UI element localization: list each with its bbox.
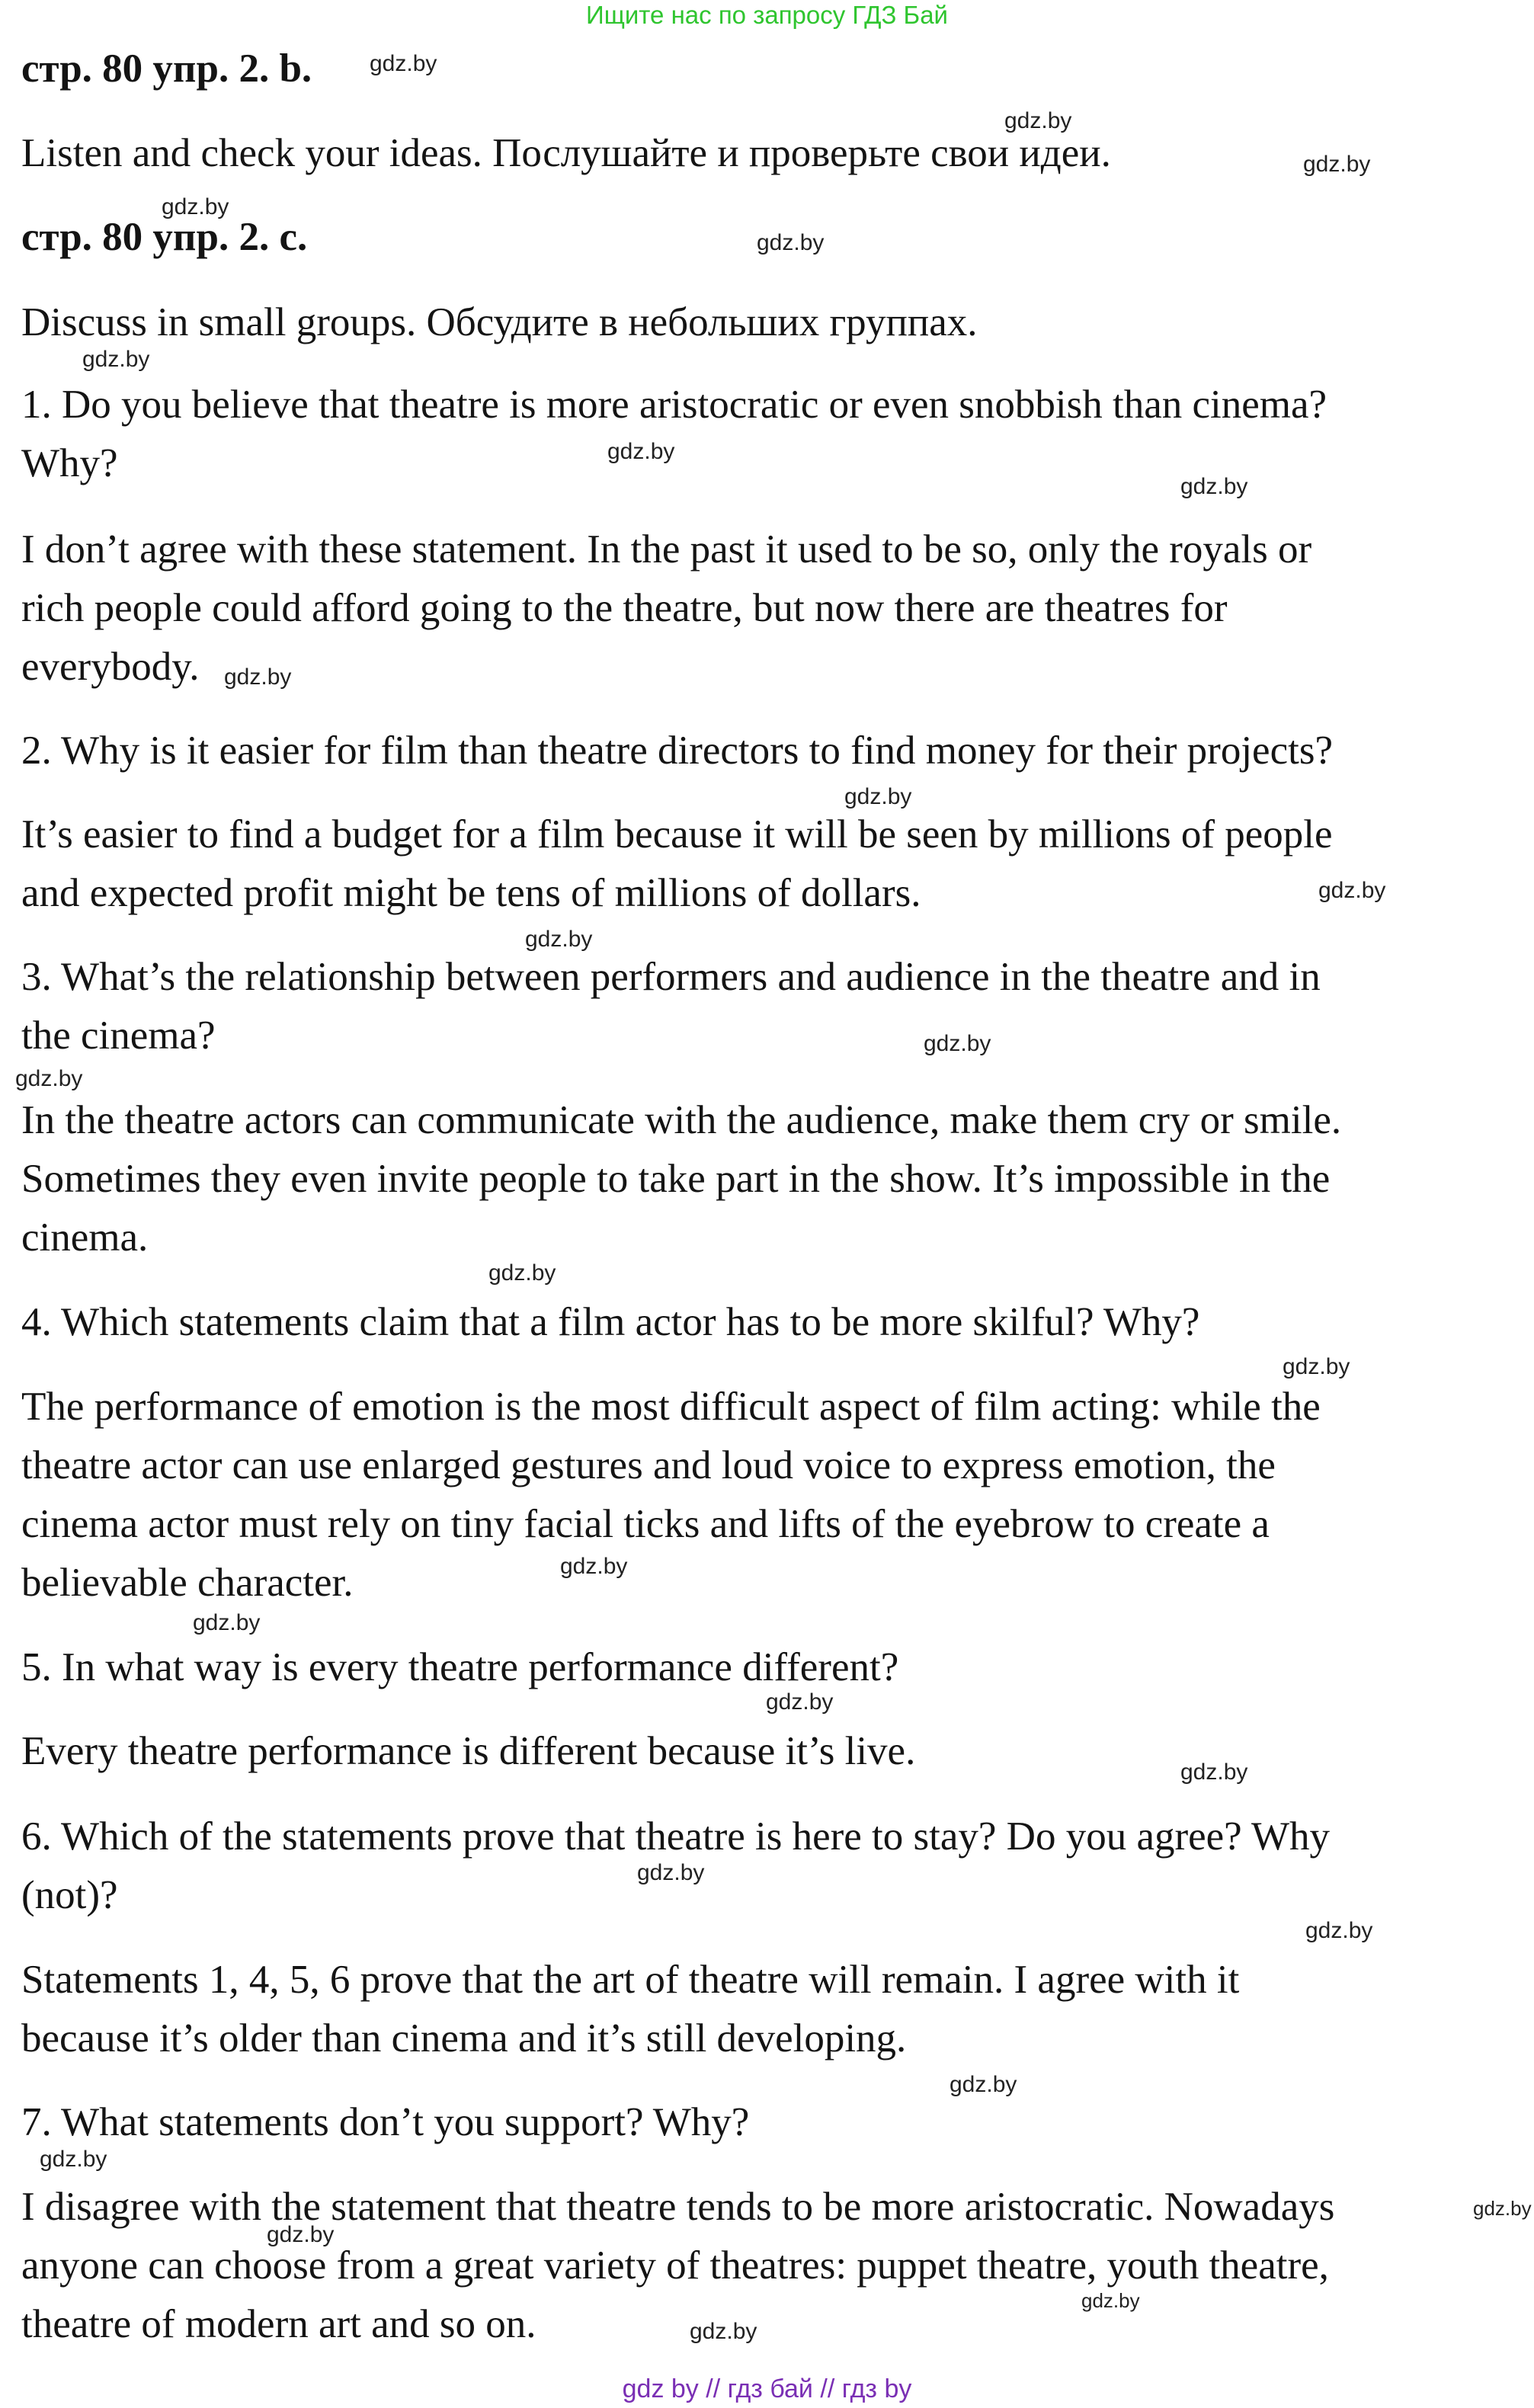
- watermark: gdz.by: [607, 439, 675, 464]
- watermark: gdz.by: [1004, 108, 1072, 133]
- watermark: gdz.by: [560, 1554, 628, 1579]
- watermark: gdz.by: [950, 2072, 1017, 2097]
- watermark: gdz.by: [844, 784, 912, 809]
- question-3-line-1: 3. What’s the relationship between performers and audience in the theatre and in: [21, 955, 1321, 999]
- question-3-line-2: the cinema?: [21, 1013, 216, 1058]
- answer-3-line-3: cinema.: [21, 1215, 149, 1260]
- instruction-c: Discuss in small groups. Обсудите в небольших группах.: [21, 300, 978, 344]
- answer-1-line-2: rich people could afford going to the theatre, but now there are theatres for: [21, 586, 1228, 630]
- watermark: gdz.by: [1180, 474, 1248, 499]
- watermark: gdz.by: [1473, 2197, 1532, 2220]
- watermark: gdz.by: [690, 2319, 757, 2344]
- answer-4-line-1: The performance of emotion is the most difficult aspect of film acting: while the: [21, 1385, 1321, 1429]
- watermark: gdz.by: [1305, 1918, 1373, 1943]
- watermark: gdz.by: [488, 1260, 556, 1286]
- watermark: gdz.by: [1081, 2289, 1140, 2312]
- answer-7-line-2: anyone can choose from a great variety of theatres: puppet theatre, youth theatre,: [21, 2243, 1329, 2288]
- answer-4-line-4: believable character.: [21, 1561, 354, 1605]
- answer-2-line-2: and expected profit might be tens of millions of dollars.: [21, 871, 921, 915]
- watermark: gdz.by: [637, 1860, 705, 1885]
- search-banner[interactable]: Ищите нас по запросу ГДЗ Бай: [586, 1, 948, 29]
- question-1-line-1: 1. Do you believe that theatre is more aristocratic or even snobbish than cinema?: [21, 383, 1327, 427]
- question-4-line-1: 4. Which statements claim that a film actor has to be more skilful? Why?: [21, 1300, 1200, 1344]
- answer-5-line-1: Every theatre performance is different because it’s live.: [21, 1729, 916, 1773]
- question-2-line-1: 2. Why is it easier for film than theatre directors to find money for their projects?: [21, 728, 1333, 773]
- question-6-line-2: (not)?: [21, 1873, 118, 1917]
- answer-3-line-1: In the theatre actors can communicate with the audience, make them cry or smile.: [21, 1098, 1342, 1142]
- answer-4-line-3: cinema actor must rely on tiny facial ticks and lifts of the eyebrow to create a: [21, 1502, 1270, 1546]
- exercise-heading-b: стр. 80 упр. 2. b.: [21, 46, 312, 91]
- watermark: gdz.by: [757, 230, 825, 255]
- watermark: gdz.by: [525, 927, 593, 952]
- watermark: gdz.by: [15, 1066, 83, 1091]
- answer-2-line-1: It’s easier to find a budget for a film because it will be seen by millions of people: [21, 812, 1333, 857]
- watermark: gdz.by: [370, 51, 437, 76]
- answer-4-line-2: theatre actor can use enlarged gestures and loud voice to express emotion, the: [21, 1443, 1276, 1487]
- answer-1-line-1: I don’t agree with these statement. In the past it used to be so, only the royals or: [21, 527, 1312, 572]
- question-1-line-2: Why?: [21, 441, 118, 485]
- watermark: gdz.by: [766, 1689, 834, 1715]
- watermark: gdz.by: [1318, 878, 1386, 903]
- watermark: gdz.by: [1283, 1354, 1350, 1379]
- exercise-heading-c: стр. 80 упр. 2. c.: [21, 215, 308, 259]
- watermark: gdz.by: [224, 664, 292, 690]
- answer-3-line-2: Sometimes they even invite people to take part in the show. It’s impossible in the: [21, 1157, 1331, 1201]
- instruction-b: Listen and check your ideas. Послушайте и проверьте свои идеи.: [21, 131, 1111, 175]
- watermark: gdz.by: [267, 2222, 335, 2247]
- watermark: gdz.by: [40, 2147, 107, 2172]
- watermark: gdz.by: [924, 1031, 991, 1056]
- answer-6-line-2: because it’s older than cinema and it’s still developing.: [21, 2016, 907, 2061]
- question-5-line-1: 5. In what way is every theatre performance different?: [21, 1645, 899, 1689]
- footer-links[interactable]: gdz by // гдз бай // гдз by: [622, 2374, 912, 2403]
- answer-6-line-1: Statements 1, 4, 5, 6 prove that the art of theatre will remain. I agree with it: [21, 1958, 1240, 2002]
- answer-1-line-3: everybody.: [21, 645, 200, 689]
- watermark: gdz.by: [82, 347, 150, 372]
- watermark: gdz.by: [1180, 1760, 1248, 1785]
- answer-7-line-1: I disagree with the statement that theatre tends to be more aristocratic. Nowadays: [21, 2185, 1335, 2229]
- answer-7-line-3: theatre of modern art and so on.: [21, 2302, 536, 2346]
- watermark: gdz.by: [1303, 152, 1371, 177]
- watermark: gdz.by: [193, 1610, 261, 1635]
- watermark: gdz.by: [162, 194, 229, 219]
- question-6-line-1: 6. Which of the statements prove that theatre is here to stay? Do you agree? Why: [21, 1814, 1331, 1859]
- question-7-line-1: 7. What statements don’t you support? Why?: [21, 2100, 750, 2144]
